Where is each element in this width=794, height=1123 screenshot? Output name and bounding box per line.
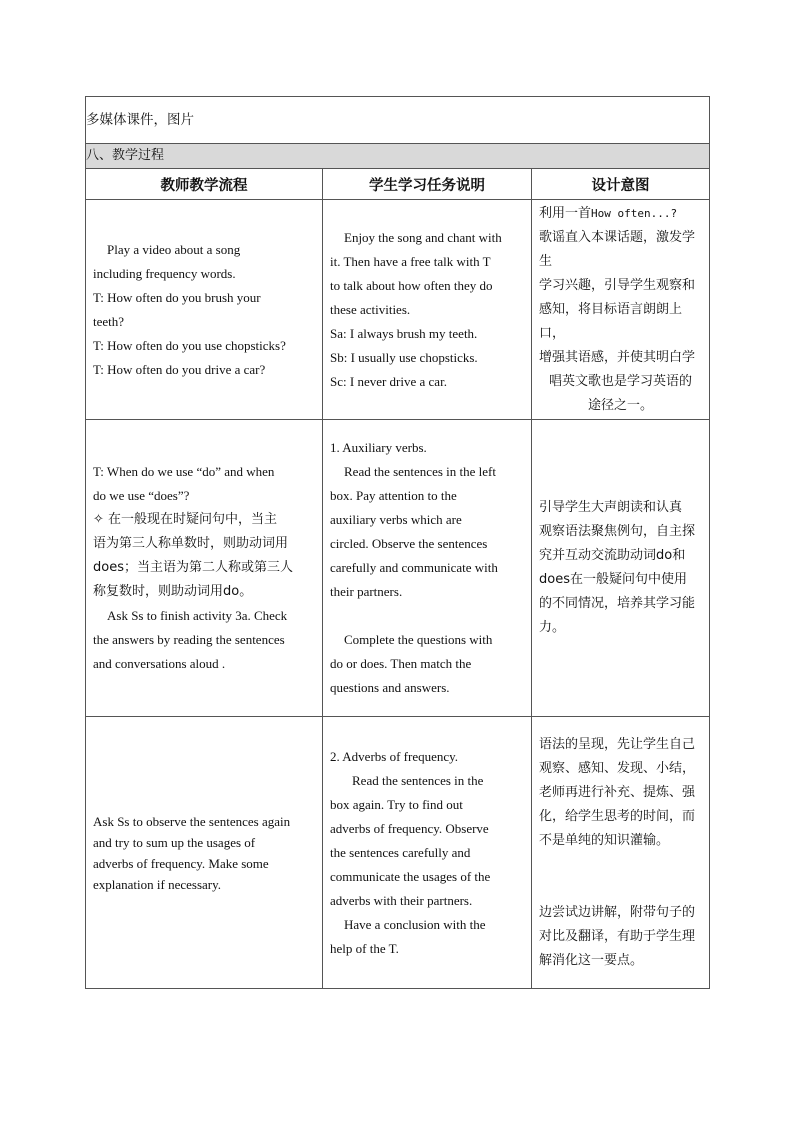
text-line: T: How often do you drive a car? [93, 361, 266, 377]
text-line: their partners. [330, 584, 403, 599]
blank-line [539, 877, 702, 901]
text-line: 1. Auxiliary verbs. [330, 440, 427, 455]
blank-line [330, 604, 524, 628]
header-intent: 设计意图 [532, 169, 710, 200]
text-line: 观察、感知、发现、小结， [539, 760, 696, 776]
section-row [86, 144, 710, 169]
text-line: communicate the usages of the [330, 868, 491, 884]
text-line: the answers by reading the sentences [93, 632, 285, 647]
blank-line [539, 853, 702, 877]
text-line: 语为第三人称单数时，则助动词用 [93, 536, 289, 551]
text-line: T: How often do you use chopsticks? [93, 337, 286, 353]
header-row [86, 169, 710, 200]
text-line: 老师再进行补充、提炼、强 [539, 784, 696, 800]
text-line: 不是单纯的知识灌输。 [539, 832, 670, 848]
text-line: Enjoy the song and chant with [344, 229, 502, 245]
text-line: help of the T. [330, 940, 399, 956]
text-line: ✧ 在一般现在时疑问句中，当主 [93, 512, 278, 527]
intent-cell [532, 420, 710, 717]
text-line: 途径之一。 [588, 397, 654, 413]
text-line: adverbs of frequency. Make some [93, 855, 269, 871]
text-line: Sb: I usually use chopsticks. [330, 349, 478, 365]
header-teacher: 教师教学流程 [86, 169, 323, 200]
text-line: 引导学生大声朗读和认真 [539, 500, 683, 515]
materials-row [86, 97, 710, 144]
text-line: box. Pay attention to the [330, 488, 457, 503]
text-line: 究并互动交流助动词do和 [539, 548, 686, 563]
intent-cell [532, 200, 710, 420]
teacher-cell [86, 717, 323, 989]
text-line: to talk about how often they do [330, 277, 493, 293]
text-line: adverbs of frequency. Observe [330, 820, 489, 836]
section-title: 八、教学过程 [86, 144, 710, 169]
student-cell [323, 420, 532, 717]
text-line: 语法的呈现，先让学生自己 [539, 736, 696, 752]
text-line [539, 202, 702, 226]
text-line: Sa: I always brush my teeth. [330, 325, 478, 341]
header-student: 学生学习任务说明 [323, 169, 532, 200]
text-line: 对比及翻译，有助于学生理 [539, 928, 696, 944]
text-line: carefully and communicate with [330, 560, 498, 575]
text-line: the sentences carefully and [330, 844, 471, 860]
text-line: Ask Ss to observe the sentences again [93, 813, 291, 829]
text-line: 学习兴趣，引导学生观察和 [539, 277, 696, 293]
table-row [86, 200, 710, 420]
materials-text: 多媒体课件，图片 [86, 97, 710, 144]
text-line: Read the sentences in the left [344, 464, 496, 479]
text-line: it. Then have a free talk with T [330, 253, 491, 269]
text-line: 感知，将目标语言朗朗上口， [539, 301, 683, 341]
text-line: 唱英文歌也是学习英语的 [549, 373, 693, 389]
text-line: 称复数时，则助动词用do。 [93, 584, 253, 599]
lesson-process-table [85, 96, 710, 989]
text-line: do we use “does”? [93, 488, 190, 503]
text-line: questions and answers. [330, 680, 450, 695]
text-line: Play a video about a song [107, 241, 241, 257]
text-line: 解消化这一要点。 [539, 952, 644, 968]
student-cell [323, 200, 532, 420]
text-line: does；当主语为第二人称或第三人 [93, 560, 293, 575]
text-line: Have a conclusion with the [344, 916, 486, 932]
text-line: auxiliary verbs which are [330, 512, 462, 527]
intent-cell [532, 717, 710, 989]
text-line: 力。 [539, 620, 566, 635]
text-line: circled. Observe the sentences [330, 536, 488, 551]
student-cell [323, 717, 532, 989]
text-line: T: How often do you brush your [93, 289, 261, 305]
text-line: explanation if necessary. [93, 876, 222, 892]
text-line: teeth? [93, 313, 125, 329]
text-line: Read the sentences in the [352, 772, 484, 788]
text-line: box again. Try to find out [330, 796, 463, 812]
text-line: 歌谣直入本课话题，激发学生 [539, 229, 696, 269]
song-title: How often...? [591, 206, 678, 220]
text-line: including frequency words. [93, 265, 236, 281]
text-line: Ask Ss to finish activity 3a. Check [107, 608, 288, 623]
table-row [86, 420, 710, 717]
text-line: 2. Adverbs of frequency. [330, 748, 459, 764]
text-line: 的不同情况，培养其学习能 [539, 596, 696, 611]
text-line: Sc: I never drive a car. [330, 373, 447, 389]
text-line: these activities. [330, 301, 411, 317]
text-fragment: 利用一首 [539, 205, 592, 221]
teacher-cell [86, 420, 323, 717]
text-line: and try to sum up the usages of [93, 834, 256, 850]
text-line: 化，给学生思考的时间，而 [539, 808, 696, 824]
text-line: and conversations aloud . [93, 656, 226, 671]
text-line: do or does. Then match the [330, 656, 472, 671]
text-line: 增强其语感，并使其明白学 [539, 349, 696, 365]
table-row [86, 717, 710, 989]
text-line: 边尝试边讲解，附带句子的 [539, 904, 696, 920]
text-line: adverbs with their partners. [330, 892, 473, 908]
text-line: 观察语法聚焦例句，自主探 [539, 524, 696, 539]
text-line: Complete the questions with [344, 632, 493, 647]
teacher-cell [86, 200, 323, 420]
text-line: T: When do we use “do” and when [93, 464, 275, 479]
text-line: does在一般疑问句中使用 [539, 572, 687, 587]
